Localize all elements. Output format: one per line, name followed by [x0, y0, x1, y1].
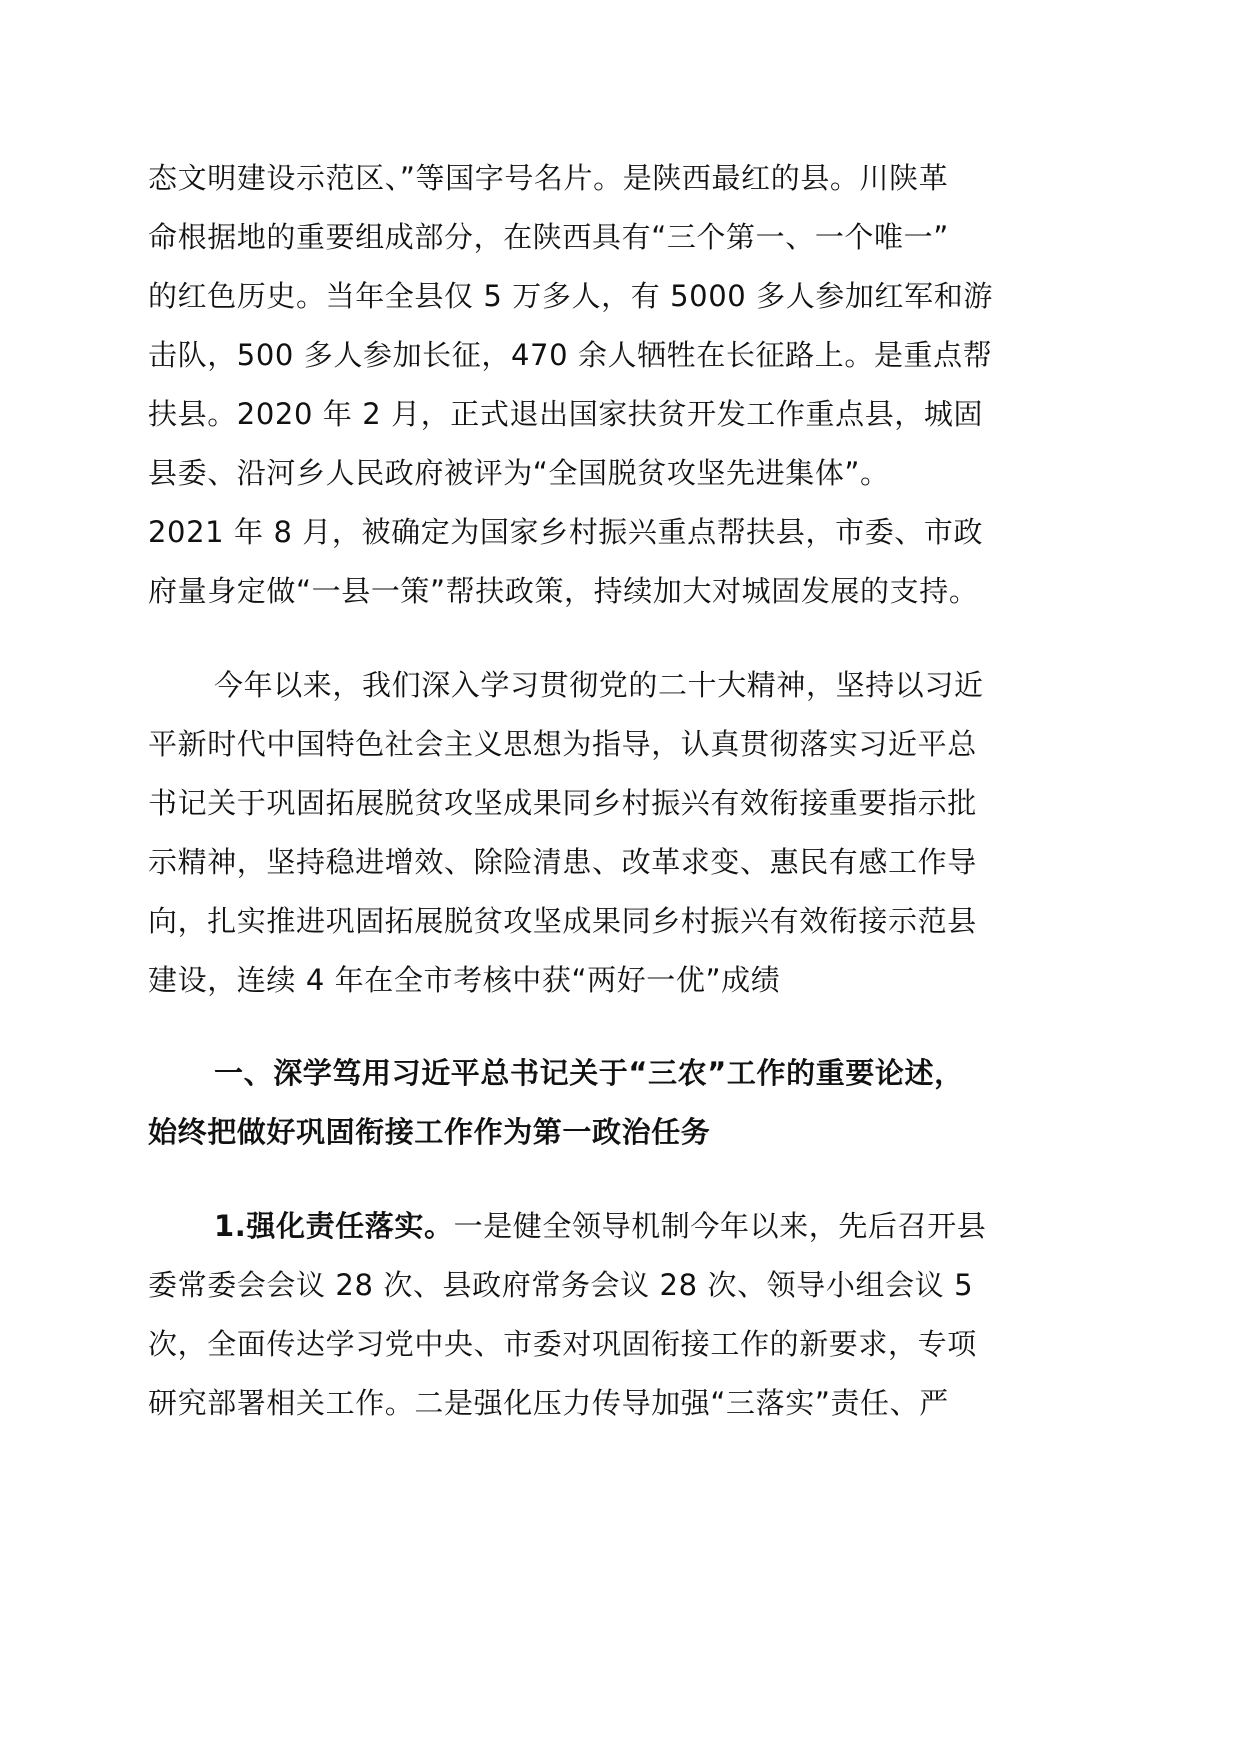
text-line: 县委、沿河乡人民政府被评为“全国脱贫攻坚先进集体”。 — [148, 456, 890, 490]
text-line: 府量身定做“一县一策”帮扶政策，持续加大对城固发展的支持。 — [148, 574, 979, 608]
text-line: 向，扎实推进巩固拓展脱贫攻坚成果同乡村振兴有效衔接示范县 — [148, 904, 977, 938]
text-line: 扶县。2020 年 2 月，正式退出国家扶贫开发工作重点县，城固 — [148, 397, 984, 431]
text-line: 的红色历史。当年全县仅 5 万多人，有 5000 多人参加红军和游 — [148, 279, 993, 313]
heading-line: 一、深学笃用习近平总书记关于“三农”工作的重要论述， — [214, 1056, 964, 1090]
text-run: 一是健全领导机制今年以来，先后召开县 — [453, 1209, 987, 1243]
text-line: 示精神，坚持稳进增效、除险清患、改革求变、惠民有感工作导 — [148, 845, 977, 879]
text-line — [214, 1206, 986, 1246]
text-line: 今年以来，我们深入学习贯彻党的二十大精神，坚持以习近 — [214, 668, 984, 702]
text-line: 次，全面传达学习党中央、市委对巩固衔接工作的新要求，专项 — [148, 1327, 977, 1361]
text-line: 委常委会会议 28 次、县政府常务会议 28 次、领导小组会议 5 — [148, 1268, 974, 1302]
text-line: 态文明建设示范区、”等国字号名片。是陕西最红的县。川陕革 — [148, 161, 949, 195]
text-line: 研究部署相关工作。二是强化压力传导加强“三落实”责任、严 — [148, 1386, 949, 1420]
heading-line: 始终把做好巩固衔接工作作为第一政治任务 — [148, 1115, 711, 1149]
text-line: 命根据地的重要组成部分，在陕西具有“三个第一、一个唯一” — [148, 220, 949, 254]
text-line: 平新时代中国特色社会主义思想为指导，认真贯彻落实习近平总 — [148, 727, 977, 761]
text-line: 建设，连续 4 年在全市考核中获“两好一优”成绩 — [148, 963, 781, 997]
text-line: 2021 年 8 月，被确定为国家乡村振兴重点帮扶县，市委、市政 — [148, 515, 984, 549]
subheading-lead: 1.强化责任落实。 — [214, 1209, 454, 1243]
text-line: 击队，500 多人参加长征，470 余人牺牲在长征路上。是重点帮 — [148, 338, 993, 372]
text-line: 书记关于巩固拓展脱贫攻坚成果同乡村振兴有效衔接重要指示批 — [148, 786, 977, 820]
